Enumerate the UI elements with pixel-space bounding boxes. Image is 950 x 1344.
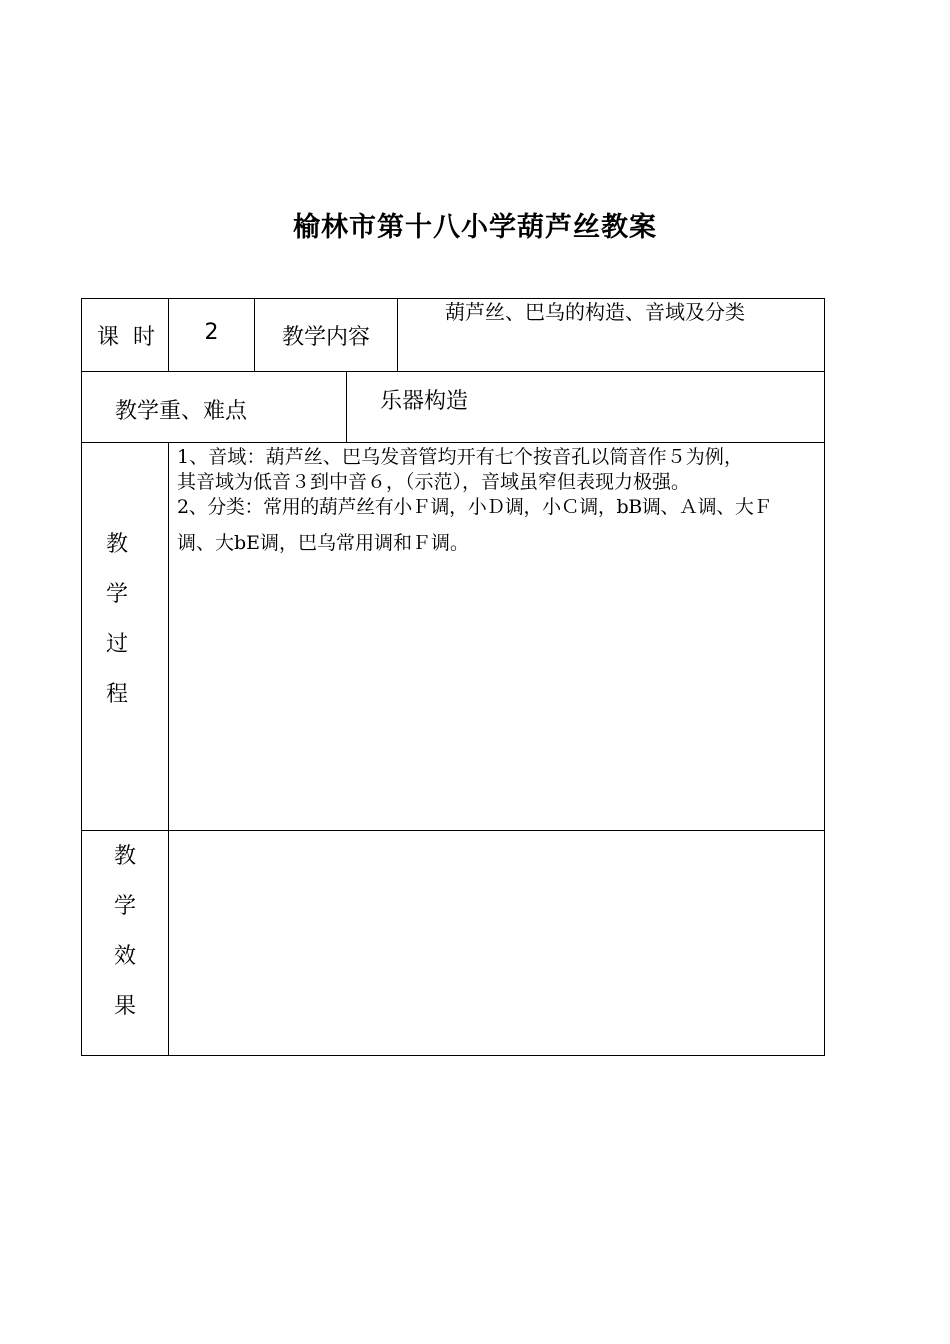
row34-divider — [168, 442, 169, 1055]
process-line: 2、分类：常用的葫芦丝有小Ｆ调，小Ｄ调，小Ｃ调，bB调、Ａ调、大Ｆ — [177, 496, 773, 518]
label-teaching-effect — [105, 832, 145, 1032]
table-border-bottom — [81, 1055, 825, 1056]
table-border-left — [81, 298, 82, 1056]
label-teaching-process — [97, 520, 137, 720]
table-row-divider-1 — [81, 371, 825, 372]
label-char: 教 — [113, 844, 136, 869]
row1-divider-c — [397, 298, 398, 371]
teaching-content-value: 葫芦丝、巴乌的构造、音域及分类 — [445, 300, 745, 324]
lesson-period-value: 2 — [204, 320, 219, 345]
label-lesson-period: 课 时 — [97, 325, 155, 350]
table-border-top — [81, 298, 825, 299]
label-char: 程 — [105, 682, 128, 707]
label-char: 学 — [105, 582, 128, 607]
table-row-divider-2 — [81, 442, 825, 443]
process-line: 其音域为低音３到中音６，（示范），音域虽窄但表现力极强。 — [177, 471, 691, 493]
document-title: 榆林市第十八小学葫芦丝教案 — [293, 212, 657, 243]
label-char: 学 — [113, 894, 136, 919]
teaching-process-text — [177, 445, 822, 556]
lesson-plan-table — [81, 298, 825, 1056]
process-line: 调、大bE调，巴乌常用调和Ｆ调。 — [177, 532, 470, 554]
label-char: 效 — [113, 944, 136, 969]
table-border-right — [824, 298, 825, 1056]
label-key-difficult-points: 教学重、难点 — [115, 399, 248, 424]
row2-divider — [346, 371, 347, 442]
label-char: 教 — [105, 532, 128, 557]
label-teaching-content: 教学内容 — [281, 325, 370, 350]
label-char: 过 — [105, 632, 128, 657]
process-line: 1、音域：葫芦丝、巴乌发音管均开有七个按音孔以筒音作５为例， — [177, 446, 744, 468]
key-points-value: 乐器构造 — [380, 389, 469, 414]
table-row-divider-3 — [81, 830, 825, 831]
label-char: 果 — [113, 994, 136, 1019]
